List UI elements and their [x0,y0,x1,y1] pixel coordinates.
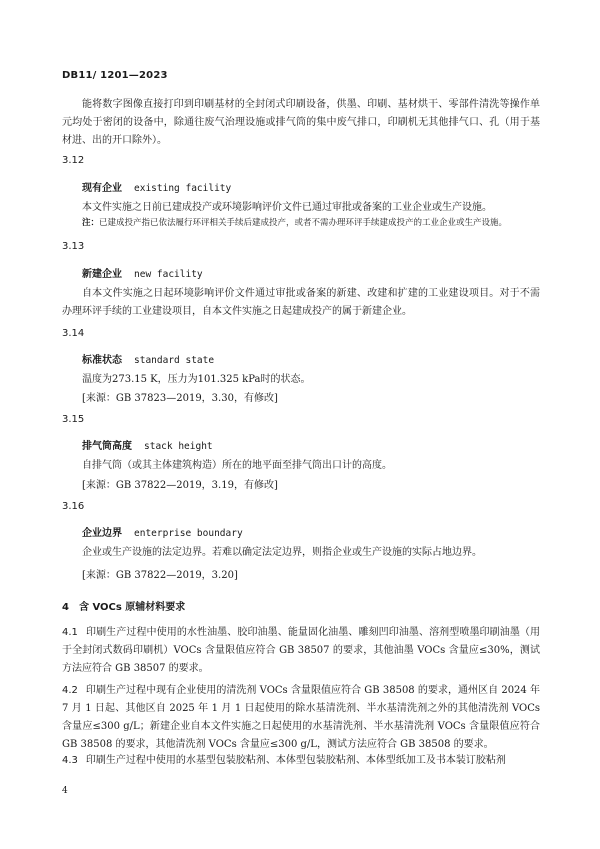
term-en: existing facility [134,183,232,194]
term-zh: 现有企业 [82,183,122,194]
note-3-12 [82,216,540,230]
page-number: 4 [62,786,68,796]
definition-3-15: 自排气筒（或其主体建筑构造）所在的地平面至排气筒出口计的高度。 [82,460,392,471]
clause-text: 印刷生产过程中使用的水性油墨、胶印油墨、能量固化油墨、雕刻凹印油墨、溶剂型喷墨印刷油墨（用于全封闭式数码印刷机）VOCs 含量限值应符合 GB 38507 的要求，其他油墨 VOCs 含量应≤30%，测试方法应符合 GB 38507 的要求。 [62,627,540,674]
intro-paragraph: 能将数字图像直接打印到印刷基材的全封闭式印刷设备，供墨、印刷、基材烘干、零部件清洗等操作单元均处于密闭的设备中，除通往废气治理设施或排气筒的集中废气排口，印刷机无其他排气口、孔（用于基材进、出的开口除外）。 [62,99,540,146]
term-zh: 标准状态 [82,355,122,366]
clause-number-3-16: 3.16 [62,501,85,512]
clause-number-3-15: 3.15 [62,414,85,425]
term-enterprise-boundary [82,524,243,539]
term-stack-height [82,437,213,452]
term-zh: 企业边界 [82,528,122,539]
section-4-heading: 4 含 VOCs 原辅材料要求 [62,602,186,613]
source-3-14: [来源：GB 37823—2019，3.30，有修改] [82,393,278,404]
clause-4-1 [62,624,540,678]
source-3-16: [来源：GB 37822—2019，3.20] [82,570,238,581]
term-en: standard state [134,355,215,366]
term-en: new facility [134,269,203,280]
clause-number-3-13: 3.13 [62,241,85,252]
term-en: stack height [144,441,213,452]
clause-number-3-14: 3.14 [62,328,85,339]
term-en: enterprise boundary [134,528,243,539]
term-new-facility [82,265,203,280]
term-zh: 排气筒高度 [82,441,132,452]
clause-number: 4.3 [62,755,78,766]
clause-number: 4.1 [62,627,78,638]
standard-code-header: DB11/ 1201—2023 [62,70,168,81]
note-text: 已建成投产指已依法履行环评相关手续后建成投产，或者不需办理环评手续建成投产的工业企业或生产设施。 [99,218,508,228]
clause-4-2 [62,682,540,754]
definition-3-14: 温度为273.15 K，压力为101.325 kPa时的状态。 [82,374,311,385]
definition-3-12: 本文件实施之日前已建成投产或环境影响评价文件已通过审批或备案的工业企业或生产设施。 [82,202,492,213]
term-standard-state [82,351,214,366]
clause-number: 4.2 [62,685,78,696]
clause-text: 印刷生产过程中现有企业使用的清洗剂 VOCs 含量限值应符合 GB 38508 的要求，通州区自 2024 年 7 月 1 日起、其他区自 2025 年 1 月 1 日起使用的除水基清洗剂、半水基清洗剂之外的其他清洗剂 VOCs 含量应≤300 g/L；新建企业自本文件实施之日起使用的水基清洗剂、半水基清洗剂 VOCs 含量限值应符合 GB 38508 的要求，其他清洗剂 VOCs 含量应≤300 g/L，测试方法应符合 GB 38508 的要求。 [62,685,540,750]
term-zh: 新建企业 [82,269,122,280]
definition-3-13: 自本文件实施之日起环境影响评价文件通过审批或备案的新建、改建和扩建的工业建设项目。对于不需办理环评手续的工业建设项目，自本文件实施之日起建成投产的属于新建企业。 [62,288,540,317]
clause-text: 印刷生产过程中使用的水基型包装胶粘剂、本体型包装胶粘剂、本体型纸加工及书本装订胶粘剂 [85,755,506,766]
clause-4-3 [62,752,540,770]
definition-3-16: 企业或生产设施的法定边界。若难以确定法定边界，则指企业或生产设施的实际占地边界。 [82,547,482,558]
note-label: 注： [82,218,100,228]
clause-number-3-12: 3.12 [62,155,85,166]
source-3-15: [来源：GB 37822—2019，3.19，有修改] [82,480,278,491]
term-existing-facility [82,179,231,194]
